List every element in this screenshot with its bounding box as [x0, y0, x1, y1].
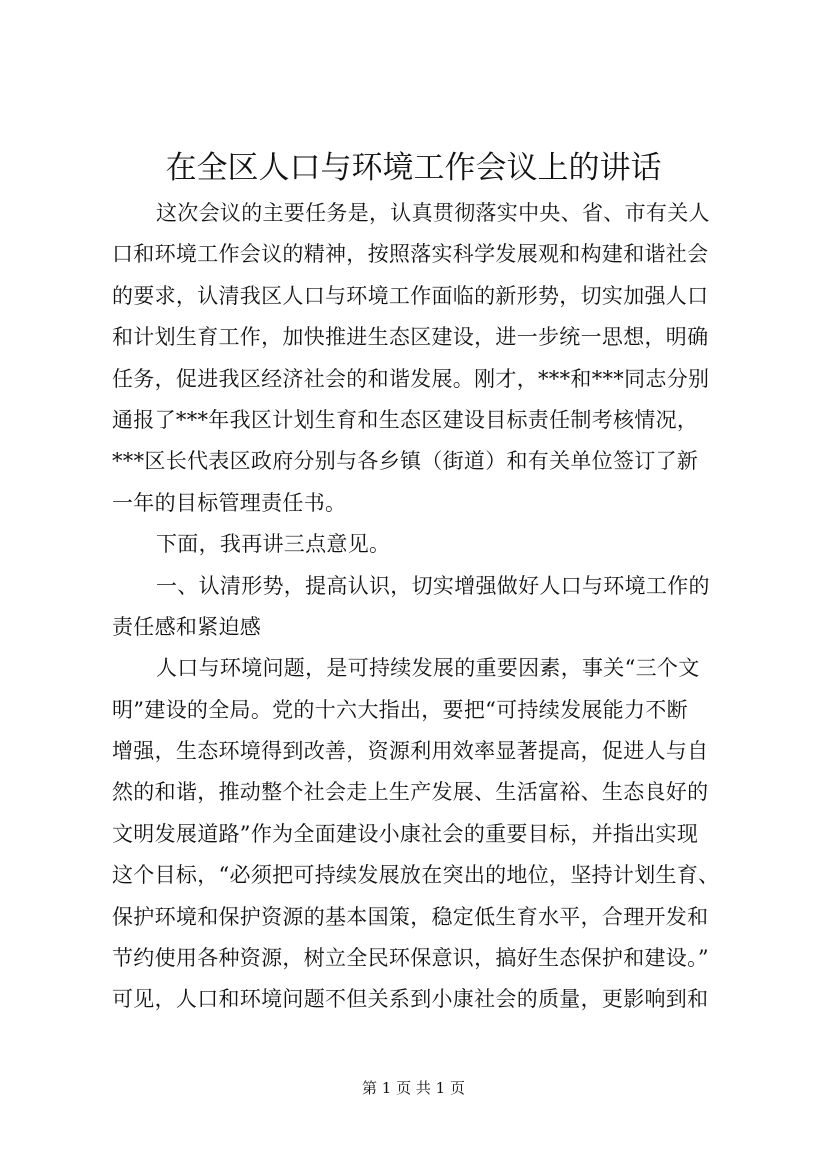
paragraph-line: 这次会议的主要任务是，认真贯彻落实中央、省、市有关人 — [156, 201, 710, 225]
paragraph-line: ***区长代表区政府分别与各乡镇（街道）和有关单位签订了新 — [112, 449, 699, 474]
paragraph-line: 任务，促进我区经济社会的和谐发展。刚才，***和***同志分别 — [112, 366, 710, 391]
paragraph-line: 的要求，认清我区人口与环境工作面临的新形势，切实加强人口 — [112, 283, 709, 308]
section-heading-line: 一、认清形势，提高认识，切实增强做好人口与环境工作的 — [156, 573, 710, 598]
paragraph-line: 这个目标，“必须把可持续发展放在突出的地位，坚持计划生育、 — [112, 863, 720, 888]
document-body — [112, 193, 722, 1021]
paragraph-line: 节约使用各种资源，树立全民环保意识，搞好生态保护和建设。” — [112, 946, 709, 971]
paragraph-line: 下面，我再讲三点意见。 — [156, 532, 391, 557]
paragraph-line: 保护环境和保护资源的基本国策，稳定低生育水平，合理开发和 — [112, 904, 709, 929]
paragraph-line: 增强，生态环境得到改善，资源利用效率显著提高，促进人与自 — [112, 739, 709, 764]
page-footer: 第 1 页 共 1 页 — [362, 1079, 465, 1097]
paragraph-line: 可见，人口和环境问题不但关系到小康社会的质量，更影响到和 — [112, 987, 709, 1012]
document-title: 在全区人口与环境工作会议上的讲话 — [165, 150, 662, 186]
paragraph-line: 口和环境工作会议的精神，按照落实科学发展观和构建和谐社会 — [112, 242, 709, 267]
paragraph-line: 人口与环境问题，是可持续发展的重要因素，事关“三个文 — [156, 656, 700, 681]
paragraph-line: 和计划生育工作，加快推进生态区建设，进一步统一思想，明确 — [112, 325, 709, 350]
paragraph-line: 文明发展道路”作为全面建设小康社会的重要目标，并指出实现 — [112, 821, 699, 846]
paragraph-line: 通报了***年我区计划生育和生态区建设目标责任制考核情况， — [112, 407, 699, 432]
paragraph-line: 然的和谐，推动整个社会走上生产发展、生活富裕、生态良好的 — [112, 780, 709, 805]
section-heading-line: 责任感和紧迫感 — [112, 614, 262, 639]
paragraph-line: 一年的目标管理责任书。 — [112, 490, 347, 515]
paragraph-line: 明”建设的全局。党的十六大指出，要把“可持续发展能力不断 — [112, 697, 688, 722]
